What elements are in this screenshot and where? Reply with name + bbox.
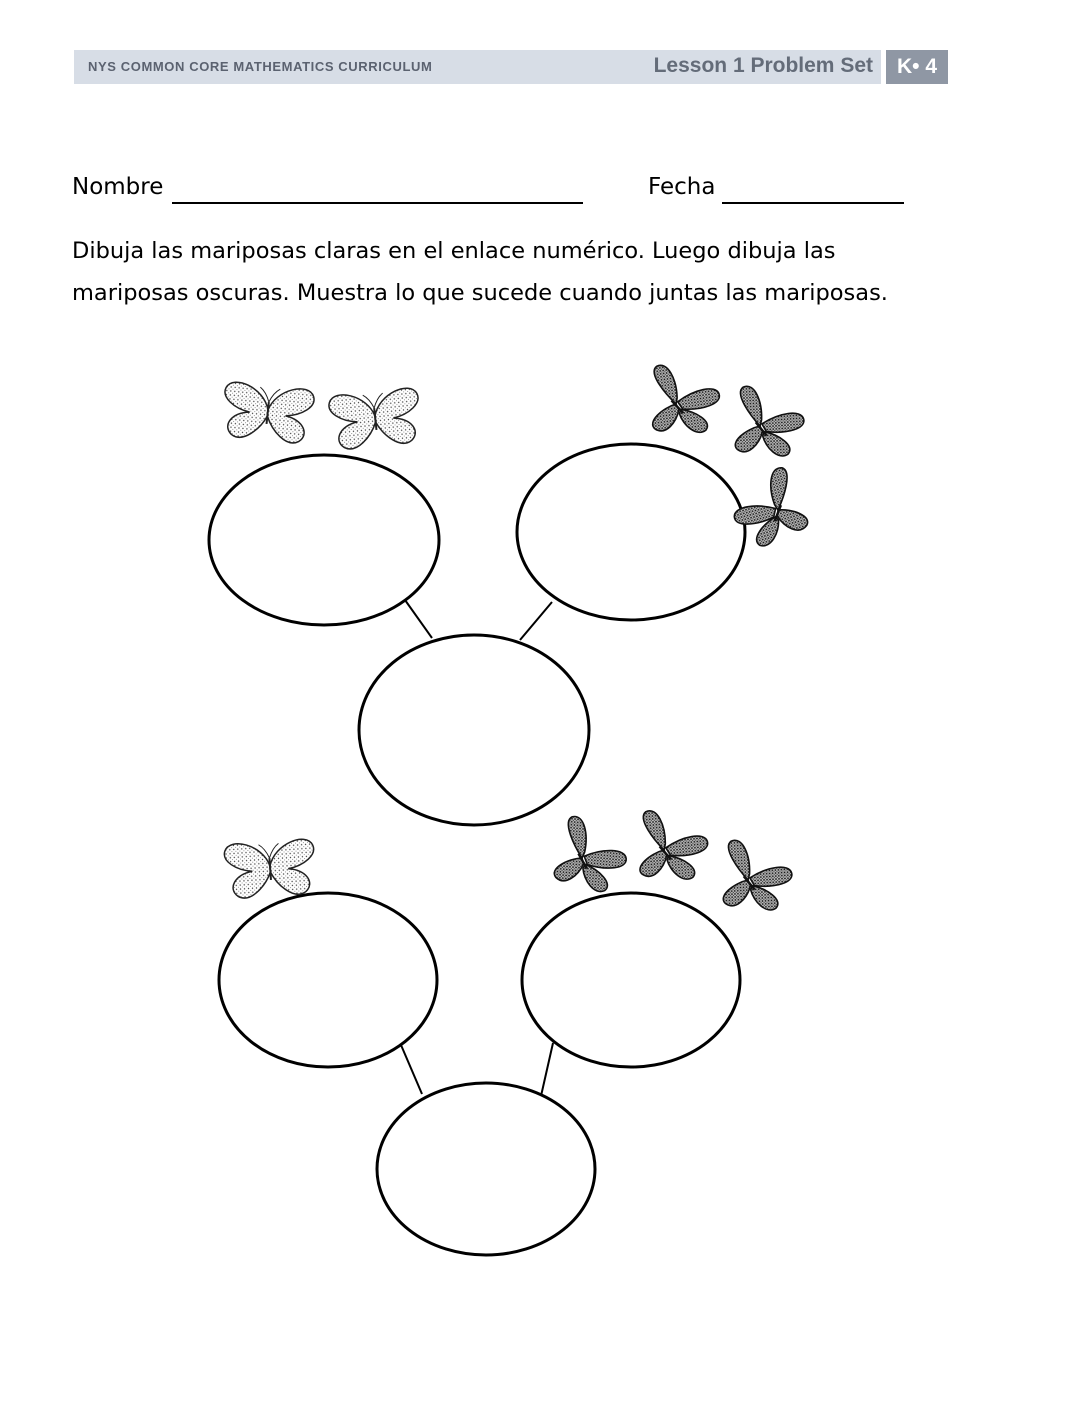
- light-butterfly-icon: [220, 381, 315, 445]
- bond-line: [541, 1043, 553, 1096]
- dark-butterfly-icon: [731, 383, 806, 460]
- dark-butterfly-icon: [634, 805, 711, 884]
- light-butterfly-icon: [328, 387, 423, 451]
- instructions-line-2: mariposas oscuras. Muestra lo que sucede cuando juntas las mariposas.: [72, 280, 888, 306]
- dark-butterfly-icon: [719, 837, 794, 914]
- whole-circle[interactable]: [377, 1083, 595, 1255]
- header-lesson-title: Lesson 1 Problem Set: [653, 54, 873, 77]
- number-bond-2: [219, 805, 794, 1255]
- bond-line: [401, 1045, 422, 1094]
- name-label: Nombre: [72, 174, 164, 200]
- grade-module-badge: K• 4: [886, 50, 948, 84]
- whole-circle[interactable]: [359, 635, 589, 825]
- number-bond-1: [209, 358, 811, 825]
- instructions-line-1: Dibuja las mariposas claras en el enlace numérico. Luego dibuja las: [72, 238, 836, 264]
- part-circle-left[interactable]: [209, 455, 439, 625]
- bond-line: [520, 602, 552, 640]
- header-curriculum: NYS COMMON CORE MATHEMATICS CURRICULUM: [88, 59, 433, 74]
- part-circle-left[interactable]: [219, 893, 437, 1067]
- dark-butterfly-icon: [553, 815, 630, 894]
- part-circle-right[interactable]: [517, 444, 745, 620]
- part-circle-right[interactable]: [522, 893, 740, 1067]
- date-label: Fecha: [648, 174, 716, 200]
- light-butterfly-icon: [224, 838, 317, 899]
- dark-butterfly-icon: [645, 358, 724, 439]
- bond-line: [405, 600, 432, 638]
